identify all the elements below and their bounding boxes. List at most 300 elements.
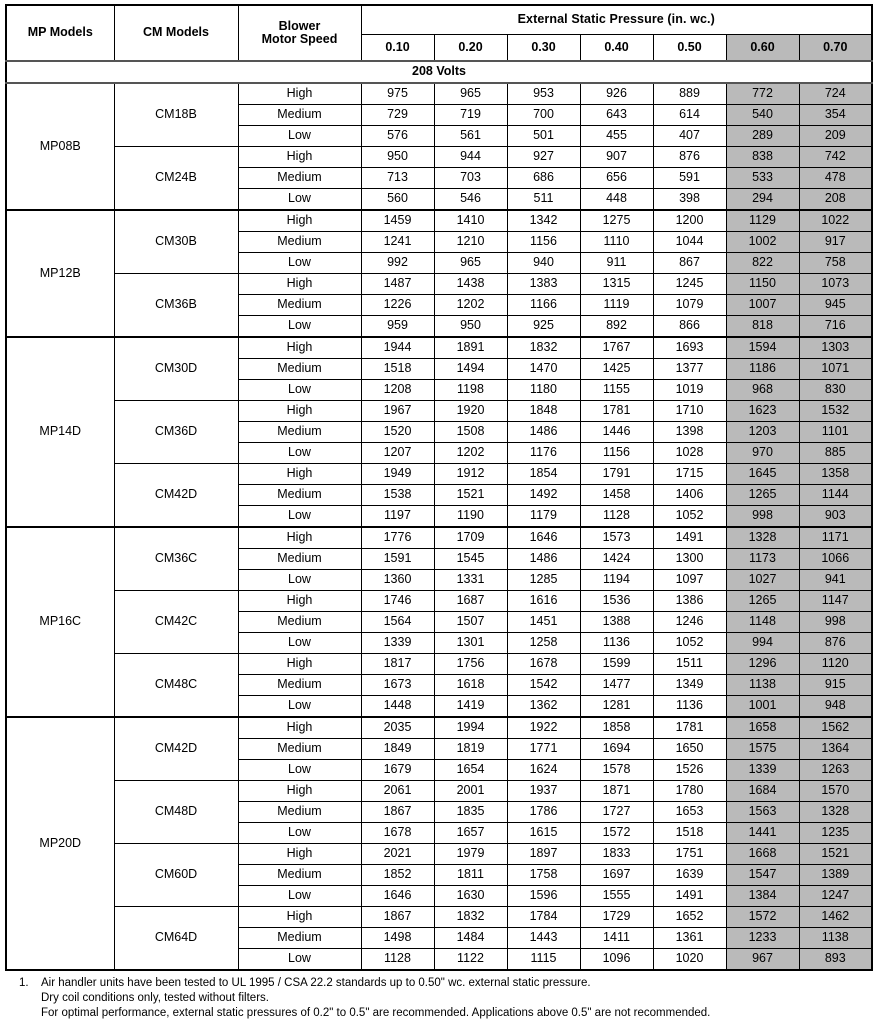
cfm-value-cell: 1491: [653, 527, 726, 549]
table-row: [6, 907, 872, 928]
cfm-value-cell: 2001: [434, 781, 507, 802]
cfm-value-cell: 893: [799, 949, 872, 971]
cfm-value-cell: 1328: [726, 527, 799, 549]
cfm-value-cell: 643: [580, 105, 653, 126]
footnote-text-3: For optimal performance, external static pressures of 0.2" to 0.5" are recommended. Applications above 0.5" are not recommended.: [41, 1007, 711, 1020]
blower-speed-cell: High: [238, 591, 361, 612]
cfm-value-cell: 1128: [361, 949, 434, 971]
cfm-value-cell: 1967: [361, 401, 434, 422]
blower-speed-cell: Medium: [238, 105, 361, 126]
cfm-value-cell: 1751: [653, 844, 726, 865]
cfm-value-cell: 772: [726, 83, 799, 105]
cfm-value-cell: 1979: [434, 844, 507, 865]
cfm-value-cell: 1207: [361, 443, 434, 464]
table-body: [6, 61, 872, 970]
blower-speed-cell: Low: [238, 760, 361, 781]
cfm-value-cell: 1389: [799, 865, 872, 886]
cm-model-cell: CM48C: [114, 654, 238, 718]
cfm-value-cell: 1263: [799, 760, 872, 781]
cfm-value-cell: 1871: [580, 781, 653, 802]
cfm-value-cell: 560: [361, 189, 434, 211]
cfm-value-cell: 1599: [580, 654, 653, 675]
cfm-value-cell: 1811: [434, 865, 507, 886]
cfm-value-cell: 1630: [434, 886, 507, 907]
cfm-value-cell: 1388: [580, 612, 653, 633]
cfm-value-cell: 1315: [580, 274, 653, 295]
cfm-value-cell: 1694: [580, 739, 653, 760]
cfm-value-cell: 950: [361, 147, 434, 168]
cfm-value-cell: 1781: [580, 401, 653, 422]
cfm-value-cell: 975: [361, 83, 434, 105]
blower-speed-cell: Medium: [238, 802, 361, 823]
cfm-value-cell: 1360: [361, 570, 434, 591]
cfm-value-cell: 1486: [507, 549, 580, 570]
blower-speed-cell: Low: [238, 253, 361, 274]
cfm-value-cell: 1477: [580, 675, 653, 696]
cfm-value-cell: 1832: [434, 907, 507, 928]
blower-speed-cell: High: [238, 654, 361, 675]
cfm-value-cell: 1949: [361, 464, 434, 485]
blower-speed-cell: High: [238, 147, 361, 168]
cfm-value-cell: 1296: [726, 654, 799, 675]
cfm-value-cell: 1362: [507, 696, 580, 718]
cfm-value-cell: 758: [799, 253, 872, 274]
cfm-value-cell: 1709: [434, 527, 507, 549]
cfm-value-cell: 1508: [434, 422, 507, 443]
cfm-value-cell: 540: [726, 105, 799, 126]
cfm-value-cell: 1166: [507, 295, 580, 316]
cfm-value-cell: 1817: [361, 654, 434, 675]
cfm-value-cell: 289: [726, 126, 799, 147]
cfm-value-cell: 998: [726, 506, 799, 528]
blower-speed-cell: Medium: [238, 232, 361, 253]
cfm-value-cell: 398: [653, 189, 726, 211]
cfm-value-cell: 1484: [434, 928, 507, 949]
cfm-value-cell: 1756: [434, 654, 507, 675]
cfm-value-cell: 1459: [361, 210, 434, 232]
cfm-value-cell: 1520: [361, 422, 434, 443]
cm-model-cell: CM60D: [114, 844, 238, 907]
cfm-value-cell: 1462: [799, 907, 872, 928]
cfm-value-cell: 948: [799, 696, 872, 718]
cfm-value-cell: 1438: [434, 274, 507, 295]
cfm-value-cell: 1526: [653, 760, 726, 781]
cm-model-cell: CM36D: [114, 401, 238, 464]
cfm-value-cell: 686: [507, 168, 580, 189]
cfm-value-cell: 1300: [653, 549, 726, 570]
cfm-value-cell: 1657: [434, 823, 507, 844]
cfm-value-cell: 1241: [361, 232, 434, 253]
blower-speed-cell: Low: [238, 696, 361, 718]
cfm-value-cell: 700: [507, 105, 580, 126]
cfm-value-cell: 915: [799, 675, 872, 696]
cfm-value-cell: 1361: [653, 928, 726, 949]
cfm-value-cell: 1498: [361, 928, 434, 949]
cfm-value-cell: 907: [580, 147, 653, 168]
cfm-value-cell: 1406: [653, 485, 726, 506]
cfm-value-cell: 1007: [726, 295, 799, 316]
blower-speed-cell: Low: [238, 633, 361, 654]
cfm-value-cell: 1364: [799, 739, 872, 760]
cfm-value-cell: 448: [580, 189, 653, 211]
cfm-value-cell: 1687: [434, 591, 507, 612]
footnote-line-3: [19, 1006, 872, 1021]
cfm-value-cell: 1835: [434, 802, 507, 823]
cfm-value-cell: 1678: [361, 823, 434, 844]
blower-speed-cell: High: [238, 907, 361, 928]
cfm-value-cell: 1200: [653, 210, 726, 232]
cfm-value-cell: 1179: [507, 506, 580, 528]
cfm-value-cell: 501: [507, 126, 580, 147]
cfm-value-cell: 1155: [580, 380, 653, 401]
cfm-value-cell: 208: [799, 189, 872, 211]
voltage-band-row: [6, 61, 872, 83]
cfm-value-cell: 1246: [653, 612, 726, 633]
cfm-value-cell: 1233: [726, 928, 799, 949]
cfm-value-cell: 729: [361, 105, 434, 126]
cfm-value-cell: 970: [726, 443, 799, 464]
cm-model-cell: CM24B: [114, 147, 238, 211]
cfm-value-cell: 1448: [361, 696, 434, 718]
cfm-value-cell: 925: [507, 316, 580, 338]
cfm-value-cell: 1652: [653, 907, 726, 928]
cm-model-cell: CM30B: [114, 210, 238, 274]
cfm-value-cell: 1470: [507, 359, 580, 380]
cfm-value-cell: 1937: [507, 781, 580, 802]
cfm-value-cell: 1547: [726, 865, 799, 886]
cfm-value-cell: 1678: [507, 654, 580, 675]
cfm-value-cell: 1079: [653, 295, 726, 316]
cfm-value-cell: 1458: [580, 485, 653, 506]
cm-model-cell: CM64D: [114, 907, 238, 971]
cfm-value-cell: 1542: [507, 675, 580, 696]
cfm-value-cell: 354: [799, 105, 872, 126]
cfm-value-cell: 911: [580, 253, 653, 274]
cfm-value-cell: 876: [653, 147, 726, 168]
cm-model-cell: CM18B: [114, 83, 238, 147]
cfm-value-cell: 1891: [434, 337, 507, 359]
cfm-value-cell: 1441: [726, 823, 799, 844]
cfm-value-cell: 944: [434, 147, 507, 168]
cfm-value-cell: 838: [726, 147, 799, 168]
cfm-value-cell: 1791: [580, 464, 653, 485]
column-header-blower-motor-speed: [238, 5, 361, 61]
cfm-value-cell: 1511: [653, 654, 726, 675]
cfm-value-cell: 1564: [361, 612, 434, 633]
table-row: [6, 717, 872, 739]
cfm-value-cell: 1776: [361, 527, 434, 549]
table-row: [6, 654, 872, 675]
cfm-value-cell: 1867: [361, 802, 434, 823]
cfm-value-cell: 1138: [799, 928, 872, 949]
column-header-external-static-pressure: External Static Pressure (in. wc.): [361, 5, 872, 35]
cfm-value-cell: 1771: [507, 739, 580, 760]
cfm-value-cell: 967: [726, 949, 799, 971]
column-header-pressure-0-70: 0.70: [799, 35, 872, 62]
cfm-value-cell: 1623: [726, 401, 799, 422]
cfm-value-cell: 1235: [799, 823, 872, 844]
blower-speed-cell: Low: [238, 126, 361, 147]
cfm-value-cell: 1616: [507, 591, 580, 612]
cfm-value-cell: 1001: [726, 696, 799, 718]
cfm-value-cell: 1198: [434, 380, 507, 401]
cfm-value-cell: 1066: [799, 549, 872, 570]
table-row: [6, 147, 872, 168]
cfm-value-cell: 1122: [434, 949, 507, 971]
blower-label-line1: Blower: [278, 18, 321, 33]
cm-model-cell: CM36B: [114, 274, 238, 338]
cfm-value-cell: 903: [799, 506, 872, 528]
cfm-value-cell: 818: [726, 316, 799, 338]
cfm-value-cell: 1727: [580, 802, 653, 823]
cfm-value-cell: 1867: [361, 907, 434, 928]
cm-model-cell: CM42D: [114, 464, 238, 528]
cfm-value-cell: 1746: [361, 591, 434, 612]
cfm-value-cell: 1570: [799, 781, 872, 802]
cfm-value-cell: 1944: [361, 337, 434, 359]
cfm-value-cell: 1156: [507, 232, 580, 253]
cfm-value-cell: 1994: [434, 717, 507, 739]
cfm-value-cell: 830: [799, 380, 872, 401]
cfm-value-cell: 1491: [653, 886, 726, 907]
cfm-value-cell: 968: [726, 380, 799, 401]
cfm-value-cell: 1572: [580, 823, 653, 844]
cfm-value-cell: 2021: [361, 844, 434, 865]
cfm-value-cell: 1521: [434, 485, 507, 506]
cfm-value-cell: 561: [434, 126, 507, 147]
cfm-value-cell: 1002: [726, 232, 799, 253]
cfm-value-cell: 1110: [580, 232, 653, 253]
cfm-value-cell: 1492: [507, 485, 580, 506]
blower-speed-cell: Low: [238, 886, 361, 907]
blower-speed-cell: Medium: [238, 865, 361, 886]
cfm-value-cell: 1119: [580, 295, 653, 316]
table-row: [6, 401, 872, 422]
cfm-value-cell: 1780: [653, 781, 726, 802]
cfm-value-cell: 1518: [653, 823, 726, 844]
blower-speed-cell: Medium: [238, 549, 361, 570]
cfm-value-cell: 1668: [726, 844, 799, 865]
cfm-value-cell: 1138: [726, 675, 799, 696]
cfm-value-cell: 1144: [799, 485, 872, 506]
cfm-value-cell: 1148: [726, 612, 799, 633]
cfm-value-cell: 1494: [434, 359, 507, 380]
cfm-value-cell: 533: [726, 168, 799, 189]
mp-model-cell: MP20D: [6, 717, 114, 970]
cfm-value-cell: 867: [653, 253, 726, 274]
cfm-value-cell: 1342: [507, 210, 580, 232]
cfm-value-cell: 965: [434, 83, 507, 105]
blower-speed-cell: High: [238, 781, 361, 802]
cfm-value-cell: 1129: [726, 210, 799, 232]
cfm-value-cell: 1115: [507, 949, 580, 971]
cfm-value-cell: 1443: [507, 928, 580, 949]
cfm-value-cell: 1451: [507, 612, 580, 633]
cfm-value-cell: 1180: [507, 380, 580, 401]
blower-speed-cell: Medium: [238, 485, 361, 506]
cfm-value-cell: 965: [434, 253, 507, 274]
cfm-value-cell: 1521: [799, 844, 872, 865]
cfm-value-cell: 1339: [361, 633, 434, 654]
cfm-value-cell: 1208: [361, 380, 434, 401]
cfm-value-cell: 1411: [580, 928, 653, 949]
cfm-value-cell: 1912: [434, 464, 507, 485]
cfm-value-cell: 1596: [507, 886, 580, 907]
cfm-value-cell: 1645: [726, 464, 799, 485]
blower-speed-cell: Low: [238, 189, 361, 211]
cfm-value-cell: 926: [580, 83, 653, 105]
cfm-value-cell: 1171: [799, 527, 872, 549]
cfm-value-cell: 1784: [507, 907, 580, 928]
cfm-value-cell: 703: [434, 168, 507, 189]
cfm-value-cell: 1020: [653, 949, 726, 971]
cfm-value-cell: 1729: [580, 907, 653, 928]
cfm-value-cell: 724: [799, 83, 872, 105]
blower-speed-cell: Medium: [238, 675, 361, 696]
cfm-value-cell: 716: [799, 316, 872, 338]
cfm-value-cell: 998: [799, 612, 872, 633]
cfm-value-cell: 1096: [580, 949, 653, 971]
cfm-value-cell: 1202: [434, 295, 507, 316]
cfm-value-cell: 1247: [799, 886, 872, 907]
blower-speed-cell: High: [238, 464, 361, 485]
cfm-value-cell: 1833: [580, 844, 653, 865]
cfm-value-cell: 1097: [653, 570, 726, 591]
cfm-value-cell: 719: [434, 105, 507, 126]
column-header-cm-models: CM Models: [114, 5, 238, 61]
footnote-text-2: Dry coil conditions only, tested without filters.: [41, 992, 269, 1005]
cfm-value-cell: 1424: [580, 549, 653, 570]
cfm-value-cell: 576: [361, 126, 434, 147]
cfm-value-cell: 1781: [653, 717, 726, 739]
footnote-line-1: [19, 976, 872, 991]
column-header-pressure-0-30: 0.30: [507, 35, 580, 62]
cfm-value-cell: 1331: [434, 570, 507, 591]
cfm-value-cell: 1073: [799, 274, 872, 295]
cfm-value-cell: 1650: [653, 739, 726, 760]
blower-speed-cell: Low: [238, 949, 361, 971]
blower-speed-cell: High: [238, 337, 361, 359]
voltage-band-label: 208 Volts: [6, 61, 872, 83]
cfm-value-cell: 1128: [580, 506, 653, 528]
cfm-value-cell: 1210: [434, 232, 507, 253]
cfm-value-cell: 1150: [726, 274, 799, 295]
blower-speed-cell: Low: [238, 823, 361, 844]
cfm-value-cell: 1693: [653, 337, 726, 359]
column-header-pressure-0-50: 0.50: [653, 35, 726, 62]
cfm-value-cell: 1101: [799, 422, 872, 443]
column-header-pressure-0-10: 0.10: [361, 35, 434, 62]
cfm-value-cell: 917: [799, 232, 872, 253]
cfm-value-cell: 407: [653, 126, 726, 147]
cfm-value-cell: 950: [434, 316, 507, 338]
cfm-value-cell: 1120: [799, 654, 872, 675]
cfm-value-cell: 1349: [653, 675, 726, 696]
cfm-value-cell: 546: [434, 189, 507, 211]
blower-speed-cell: High: [238, 210, 361, 232]
cfm-value-cell: 1147: [799, 591, 872, 612]
cfm-value-cell: 1486: [507, 422, 580, 443]
blower-speed-cell: Low: [238, 316, 361, 338]
blower-speed-cell: Medium: [238, 168, 361, 189]
cfm-value-cell: 1176: [507, 443, 580, 464]
cfm-value-cell: 591: [653, 168, 726, 189]
cfm-value-cell: 1563: [726, 802, 799, 823]
blower-speed-cell: Low: [238, 443, 361, 464]
cfm-value-cell: 1044: [653, 232, 726, 253]
cfm-value-cell: 1071: [799, 359, 872, 380]
cfm-value-cell: 1301: [434, 633, 507, 654]
blower-speed-cell: Medium: [238, 422, 361, 443]
cfm-value-cell: 1615: [507, 823, 580, 844]
cfm-value-cell: 941: [799, 570, 872, 591]
mp-model-cell: MP16C: [6, 527, 114, 717]
blower-speed-cell: Medium: [238, 928, 361, 949]
blower-speed-cell: High: [238, 401, 361, 422]
cfm-value-cell: 1398: [653, 422, 726, 443]
cfm-value-cell: 1339: [726, 760, 799, 781]
cfm-value-cell: 1673: [361, 675, 434, 696]
cfm-value-cell: 1203: [726, 422, 799, 443]
cm-model-cell: CM30D: [114, 337, 238, 401]
cfm-value-cell: 876: [799, 633, 872, 654]
cfm-value-cell: 1639: [653, 865, 726, 886]
cfm-value-cell: 1538: [361, 485, 434, 506]
cfm-value-cell: 994: [726, 633, 799, 654]
cfm-value-cell: 1536: [580, 591, 653, 612]
cfm-value-cell: 1446: [580, 422, 653, 443]
cfm-value-cell: 1358: [799, 464, 872, 485]
cfm-value-cell: 1328: [799, 802, 872, 823]
cfm-value-cell: 713: [361, 168, 434, 189]
cfm-value-cell: 1545: [434, 549, 507, 570]
cfm-value-cell: 614: [653, 105, 726, 126]
cfm-value-cell: 1052: [653, 506, 726, 528]
cfm-value-cell: 1697: [580, 865, 653, 886]
cfm-value-cell: 1575: [726, 739, 799, 760]
cfm-value-cell: 866: [653, 316, 726, 338]
cfm-value-cell: 1710: [653, 401, 726, 422]
cfm-value-cell: 1715: [653, 464, 726, 485]
cfm-value-cell: 959: [361, 316, 434, 338]
cfm-value-cell: 953: [507, 83, 580, 105]
cfm-value-cell: 1386: [653, 591, 726, 612]
blower-speed-cell: Low: [238, 380, 361, 401]
cfm-value-cell: 1303: [799, 337, 872, 359]
column-header-mp-models: MP Models: [6, 5, 114, 61]
cm-model-cell: CM36C: [114, 527, 238, 591]
footnote-line-2: [19, 991, 872, 1006]
cfm-value-cell: 1858: [580, 717, 653, 739]
cfm-value-cell: 1226: [361, 295, 434, 316]
cfm-value-cell: 1832: [507, 337, 580, 359]
cfm-value-cell: 822: [726, 253, 799, 274]
cfm-value-cell: 1245: [653, 274, 726, 295]
cfm-value-cell: 1518: [361, 359, 434, 380]
cfm-value-cell: 1258: [507, 633, 580, 654]
table-row: [6, 274, 872, 295]
column-header-pressure-0-20: 0.20: [434, 35, 507, 62]
cfm-value-cell: 294: [726, 189, 799, 211]
footnote-number: 1.: [19, 977, 29, 989]
cfm-value-cell: 1594: [726, 337, 799, 359]
cfm-value-cell: 1922: [507, 717, 580, 739]
table-row: [6, 210, 872, 232]
table-row: [6, 844, 872, 865]
cfm-value-cell: 1384: [726, 886, 799, 907]
cfm-value-cell: 1285: [507, 570, 580, 591]
cfm-value-cell: 1852: [361, 865, 434, 886]
